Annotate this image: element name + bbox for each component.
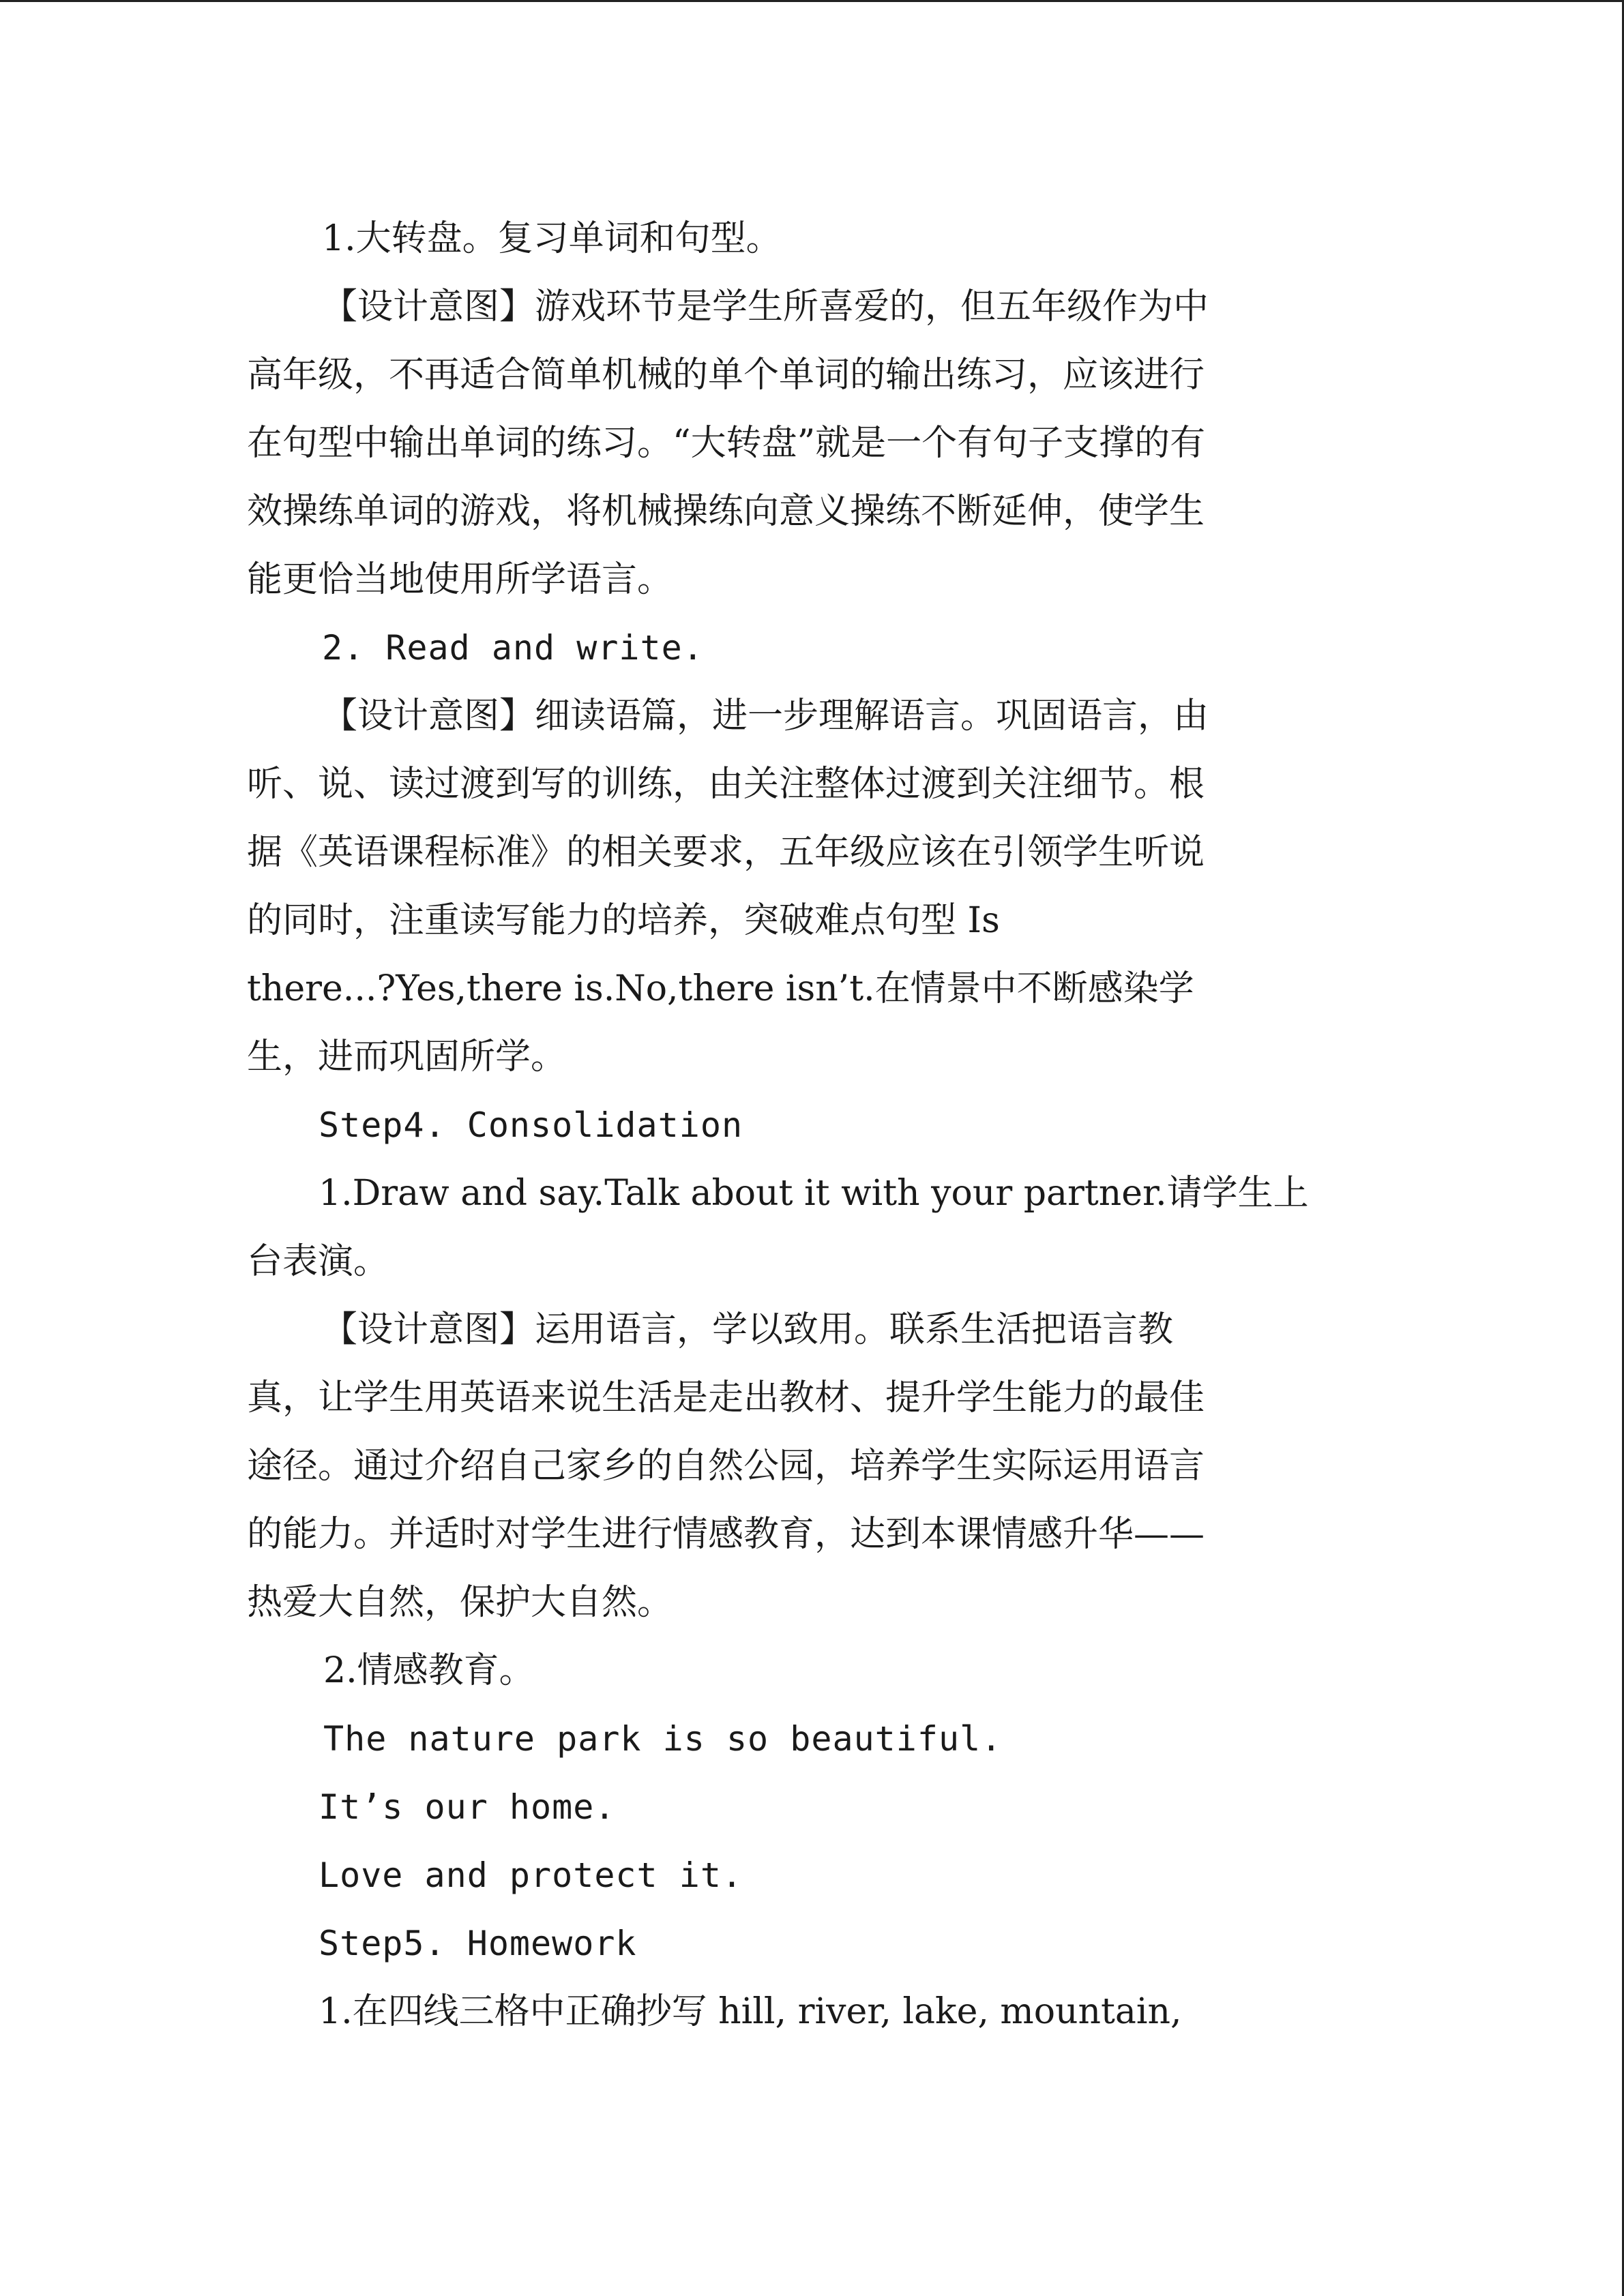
item-spinning-wheel: 1.大转盘。复习单词和句型。 (322, 218, 782, 259)
paragraph-line: 的同时，注重读写能力的培养，突破难点句型 Is (247, 900, 1000, 941)
design-intent-paragraph-1: 【设计意图】游戏环节是学生所喜爱的，但五年级作为中 (322, 286, 1209, 327)
item-emotional-education: 2.情感教育。 (323, 1650, 535, 1691)
paragraph-line: 听、说、读过渡到写的训练，由关注整体过渡到关注细节。根 (247, 764, 1205, 805)
page-top-border (0, 0, 1624, 2)
document-body (247, 205, 1379, 2046)
paragraph-line: 据《英语课程标准》的相关要求，五年级应该在引领学生听说 (247, 832, 1205, 873)
quote-line: The nature park is so beautiful. (323, 1719, 1003, 1759)
paragraph-line: 生，进而巩固所学。 (247, 1037, 567, 1077)
item-draw-and-say: 1.Draw and say.Talk about it with your partner.请学生上 (319, 1173, 1309, 1214)
paragraph-line: 高年级，不再适合简单机械的单个单词的输出练习，应该进行 (247, 355, 1205, 396)
paragraph-line: 的能力。并适时对学生进行情感教育，达到本课情感升华—— (247, 1514, 1205, 1555)
paragraph-line: there...?Yes,there is.No,there isn’t.在情景中不断感染学 (247, 968, 1194, 1009)
step4-heading: Step4. Consolidation (319, 1105, 743, 1145)
quote-line: Love and protect it. (319, 1855, 743, 1895)
paragraph-line: 真，让学生用英语来说生活是走出教材、提升学生能力的最佳 (247, 1377, 1205, 1418)
item-read-and-write: 2. Read and write. (322, 628, 704, 668)
step5-heading: Step5. Homework (319, 1924, 637, 1963)
design-intent-paragraph-2: 【设计意图】细读语篇，进一步理解语言。巩固语言，由 (322, 696, 1209, 736)
paragraph-line: 热爱大自然，保护大自然。 (247, 1582, 673, 1623)
paragraph-line: 台表演。 (247, 1241, 389, 1282)
item-homework-copy: 1.在四线三格中正确抄写 hill, river, lake, mountain, (319, 1991, 1182, 2032)
paragraph-line: 途径。通过介绍自己家乡的自然公园，培养学生实际运用语言 (247, 1446, 1205, 1487)
design-intent-paragraph-3: 【设计意图】运用语言，学以致用。联系生活把语言教 (322, 1309, 1174, 1350)
paragraph-line: 能更恰当地使用所学语言。 (247, 559, 673, 600)
quote-line: It’s our home. (319, 1787, 616, 1827)
paragraph-line: 效操练单词的游戏，将机械操练向意义操练不断延伸，使学生 (247, 491, 1205, 532)
paragraph-line: 在句型中输出单词的练习。“大转盘”就是一个有句子支撑的有 (247, 423, 1206, 464)
